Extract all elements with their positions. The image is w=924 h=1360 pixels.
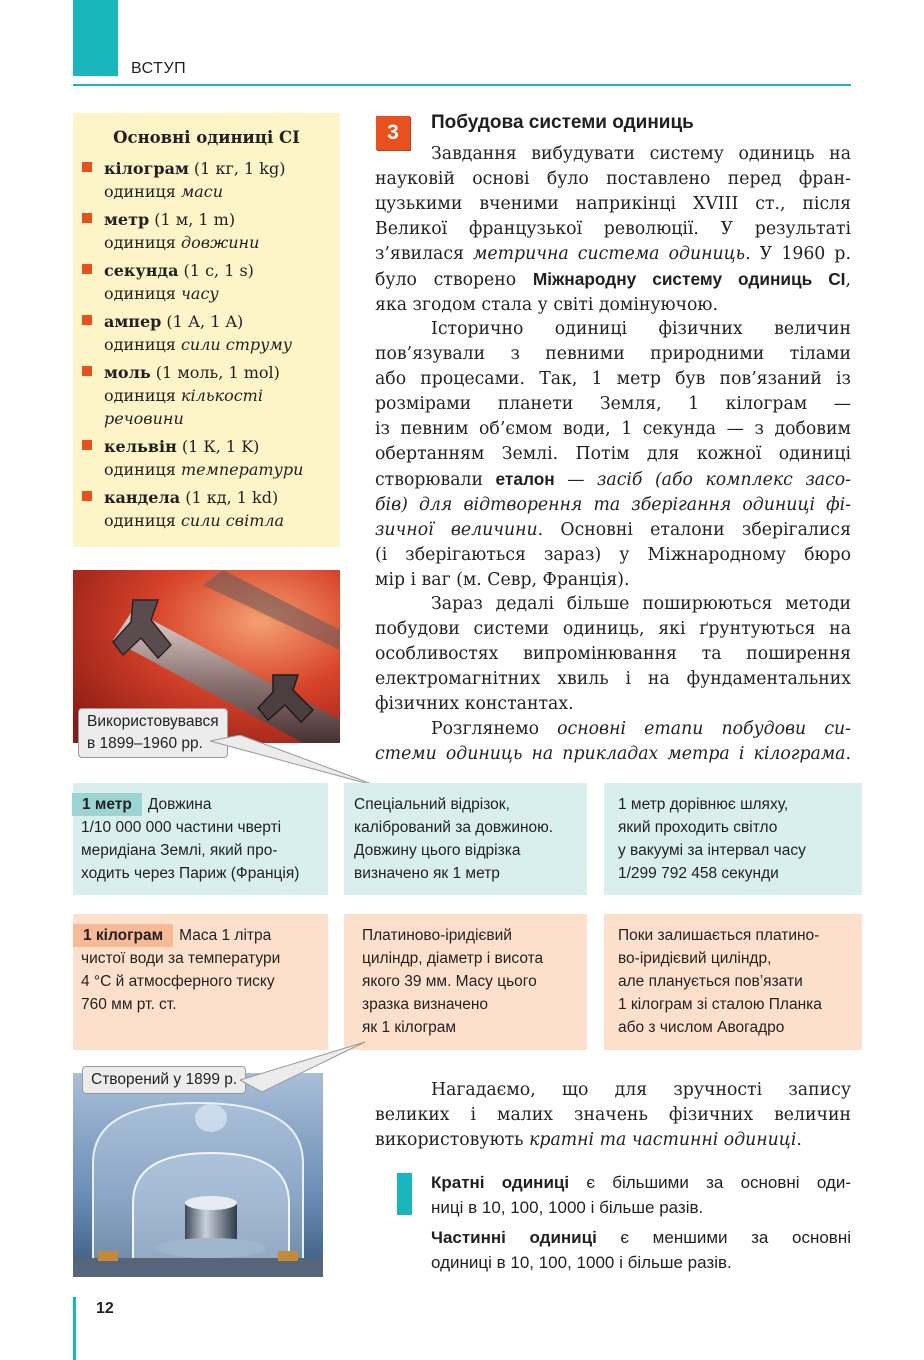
si-unit-item: кілограм (1 кг, 1 kg) одиниця маси (82, 157, 338, 203)
page-number: 12 (96, 1300, 114, 1317)
kilogram-prototype-photo (73, 1073, 323, 1277)
paragraph-5: Нагадаємо, що для зручності запису великих і малих значень фізичних величин використовують кратні та частинні одиниці. (375, 1080, 851, 1150)
definition-marker (397, 1173, 412, 1215)
kilogram-definition-1799: 1 кілограм Маса 1 літра чистої води за температури 4 °C й атмосферного тиску 760 мм рт. ст. (73, 914, 328, 1050)
meter-definition-current: 1 метр дорівнює шляху, який проходить світло у вакуумі за інтервал часу 1/299 792 458 секунди (604, 783, 862, 895)
paragraph-3: Зараз дедалі більше поширюються методи побудови системи одиниць, які ґрунтуються на особливостях випромінювання та поширення електромагнітних хвиль і на фундаментальних фізичних константах. (375, 594, 851, 714)
si-unit-item: ампер (1 А, 1 A) одиниця сили струму (82, 310, 338, 356)
kilogram-tag: 1 кілограм (73, 924, 173, 947)
si-unit-item: кельвін (1 К, 1 K) одиниця температури (82, 435, 338, 481)
section-name: ВСТУП (131, 60, 187, 77)
arrow-right-icon (587, 828, 596, 850)
callout-pointer (240, 1040, 370, 1100)
si-units-title: Основні одиниці СІ (113, 128, 300, 147)
section-number-badge: 3 (376, 116, 410, 150)
arrow-right-icon (328, 970, 337, 992)
paragraph-2: Історично одиниці фізичних величин пов’язували з певними природними тілами або процесами. Так, 1 метр був пов’язаний із розмірами планети Земля, 1 кілограм — із певним об’ємом води, 1 секунда — з добовим обертанням Землі. Потім для кожної одиниці створювали еталон — засіб (або комплекс засо- бів) для відтворення та зберігання одиниці фі- зичної величини. Основні еталони зберігалися (і зберігаються зараз) у Міжнародному бюро мір і ваг (м. Севр, Франція). (375, 319, 851, 590)
si-unit-item: кандела (1 кд, 1 kd) одиниця сили світла (82, 486, 338, 532)
arrow-right-icon (587, 970, 596, 992)
meter-definition-1889: 1 метр Довжина 1/10 000 000 частини чверті меридіана Землі, який про- ходить через Париж (Франція) (73, 783, 328, 895)
photo1-caption: Використовувався в 1899–1960 рр. (78, 708, 228, 758)
header-tab (73, 0, 118, 76)
si-unit-item: метр (1 м, 1 m) одиниця довжини (82, 208, 338, 254)
bullet-square-icon (82, 213, 92, 223)
si-unit-item: моль (1 моль, 1 mol) одиниця кількості речовини (82, 361, 338, 430)
page-number-bar (73, 1297, 76, 1360)
kilogram-definition-current: Поки залишається платино- во-іридієвий циліндр, але планується пов’язати 1 кілограм зі сталою Планка або з числом Авогадро (604, 914, 862, 1050)
callout-pointer (210, 735, 390, 790)
bullet-square-icon (82, 315, 92, 325)
meter-definition-1899: Спеціальний відрізок, калібрований за довжиною. Довжину цього відрізка визначено як 1 метр (344, 783, 587, 895)
meter-tag: 1 метр (72, 793, 142, 816)
si-unit-item: секунда (1 с, 1 s) одиниця часу (82, 259, 338, 305)
paragraph-1: Завдання вибудувати систему одиниць на науковій основі було поставлено перед фран- цузькими вченими наприкінці XVIII ст., після Великої французької революції. У результаті з’явилася метрична система одиниць. У 1960 р. було створено Міжнародну систему одиниць СІ, яка згодом стала у світі домінуючою. (375, 144, 851, 315)
arrow-right-icon (328, 828, 337, 850)
bullet-square-icon (82, 491, 92, 501)
photo2-caption: Створений у 1899 р. (82, 1066, 246, 1094)
bullet-square-icon (82, 264, 92, 274)
section-title: Побудова системи одиниць (431, 112, 694, 133)
kilogram-definition-1899: Платиново-іридієвий циліндр, діаметр і висота якого 39 мм. Масу цього зразка визначено як 1 кілограм (344, 914, 587, 1050)
bullet-square-icon (82, 440, 92, 450)
paragraph-4: Розглянемо основні етапи побудови си- стеми одиниць на прикладах метра і кілограма. (375, 719, 851, 764)
header-divider (73, 84, 851, 86)
multiple-units-definition: Кратні одиниці є більшими за основні оди- ниці в 10, 100, 1000 і більше разів. (431, 1173, 851, 1217)
submultiple-units-definition: Частинні одиниці є меншими за основні одиниці в 10, 100, 1000 і більше разів. (431, 1228, 851, 1272)
bullet-square-icon (82, 162, 92, 172)
bullet-square-icon (82, 366, 92, 376)
